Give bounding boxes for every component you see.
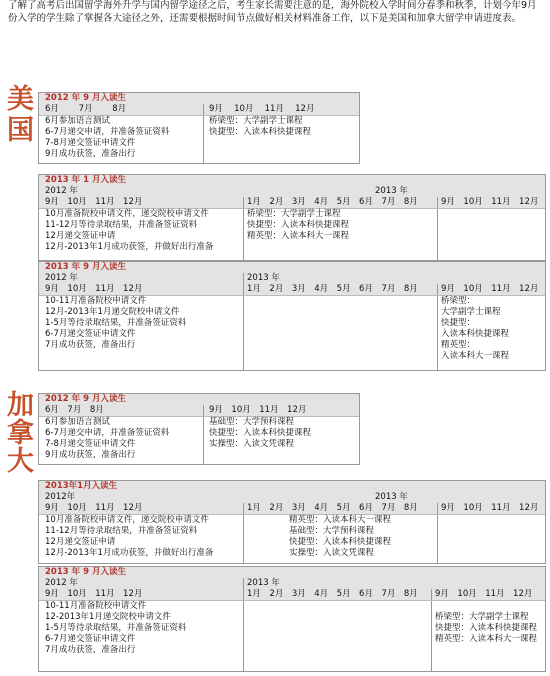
timeline-item: 11-12月等待录取结果，并准备签证资料 — [45, 526, 198, 536]
program-item: 桥梁型：大学副学士课程 — [435, 612, 529, 622]
block-title: 2013 年 1 月入读生 — [39, 175, 545, 187]
country-char: 加拿大 — [2, 390, 33, 474]
months-header: 9月 10月 11月 12月 — [209, 104, 315, 114]
timeline-item: 6-7月递交签证申请文件 — [45, 634, 136, 644]
block-title: 2013 年 9 月入读生 — [39, 567, 545, 579]
program-item: 基础型：大学预科课程 — [289, 526, 375, 536]
usa-sep2012-table — [38, 92, 360, 164]
timeline-item: 7-8月递交签证申请文件 — [45, 439, 136, 449]
year-label: 2013 年 — [247, 273, 280, 283]
program-item: 快捷型：入读本科快捷课程 — [247, 220, 350, 230]
months-header: 1月 2月 3月 4月 5月 6月 7月 8月 — [247, 503, 418, 513]
country-label-canada — [2, 390, 32, 474]
year-label: 2013 年 — [375, 492, 408, 502]
months-header: 9月 10月 11月 12月 — [441, 197, 539, 207]
year-label: 2013 年 — [247, 578, 280, 588]
timeline-item: 1-5月等待录取结果，并准备签证资料 — [45, 623, 187, 633]
months-header: 9月 10月 11月 12月 — [441, 503, 539, 513]
timeline-item: 12-2013年1月递交院校申请文件 — [45, 612, 171, 622]
usa-jan2013-table — [38, 174, 546, 261]
program-item: 快捷型：入读本科快捷课程 — [289, 537, 392, 547]
block-title: 2012 年 9 月入读生 — [39, 93, 359, 105]
timeline-item: 12月递交签证申请 — [45, 231, 116, 241]
canada-sep2013-table — [38, 566, 546, 672]
block-title: 2013年1月入读生 — [39, 481, 545, 493]
program-item: 实操型：入读文凭课程 — [209, 439, 295, 449]
program-item: 快捷型：入读本科快捷课程 — [209, 127, 312, 137]
year-label: 2012 年 — [45, 186, 78, 196]
block-title: 2012 年 9 月入读生 — [39, 394, 359, 406]
months-header: 9月 10月 11月 12月 — [45, 197, 143, 207]
timeline-item: 6月参加语言测试 — [45, 116, 110, 126]
months-header: 9月 10月 11月 12月 — [209, 405, 307, 415]
program-item: 大学副学士课程 — [441, 307, 501, 317]
timeline-item: 7月成功获签，准备出行 — [45, 340, 136, 350]
timeline-item: 7月成功获签，准备出行 — [45, 645, 136, 655]
program-item: 基础型：大学预科课程 — [209, 417, 295, 427]
program-item: 精英型：入读本科大一课程 — [289, 515, 392, 525]
program-item: 桥梁型：大学副学士课程 — [247, 209, 341, 219]
timeline-item: 10月准备院校申请文件，递交院校申请文件 — [45, 515, 209, 525]
program-item: 桥梁型：大学副学士课程 — [209, 116, 303, 126]
block-title: 2013 年 9 月入读生 — [39, 262, 545, 274]
months-header: 6月 7月 8月 — [45, 405, 104, 415]
timeline-item: 11-12月等待录取结果，并准备签证资料 — [45, 220, 198, 230]
program-item: 快捷型：入读本科快捷课程 — [435, 623, 538, 633]
months-header: 9月 10月 11月 12月 — [45, 284, 143, 294]
months-header: 9月 10月 11月 12月 — [435, 589, 533, 599]
months-header: 9月 10月 11月 12月 — [45, 589, 143, 599]
program-item: 精英型：入读本科大一课程 — [435, 634, 538, 644]
program-item: 精英型： — [441, 340, 476, 350]
timeline-item: 12月-2013年1月递交院校申请文件 — [45, 307, 180, 317]
year-label: 2012 年 — [45, 578, 78, 588]
canada-sep2012-table — [38, 393, 360, 465]
country-label-usa — [2, 84, 32, 146]
timeline-item: 6-7月递交申请，并准备签证资料 — [45, 127, 170, 137]
months-header: 1月 2月 3月 4月 5月 6月 7月 8月 — [247, 589, 418, 599]
program-item: 精英型：入读本科大一课程 — [247, 231, 350, 241]
program-item: 快捷型： — [441, 318, 476, 328]
timeline-item: 10-11月准备院校申请文件 — [45, 296, 147, 306]
usa-sep2013-table — [38, 261, 546, 371]
year-label: 2012年 — [45, 492, 76, 502]
program-item: 快捷型：入读本科快捷课程 — [209, 428, 312, 438]
timeline-item: 6-7月递交签证申请文件 — [45, 329, 136, 339]
months-header: 9月 10月 11月 12月 — [441, 284, 539, 294]
months-header: 1月 2月 3月 4月 5月 6月 7月 8月 — [247, 197, 418, 207]
timeline-item: 12月-2013年1月成功获签，并做好出行准备 — [45, 548, 214, 558]
months-header: 1月 2月 3月 4月 5月 6月 7月 8月 — [247, 284, 418, 294]
timeline-item: 10月准备院校申请文件，递交院校申请文件 — [45, 209, 209, 219]
canada-jan2013-table — [38, 480, 546, 564]
country-char: 美国 — [2, 84, 33, 146]
year-label: 2012 年 — [45, 273, 78, 283]
timeline-item: 10-11月准备院校申请文件 — [45, 601, 147, 611]
months-header: 9月 10月 11月 12月 — [45, 503, 143, 513]
intro-paragraph: 了解了高考后出国留学海外升学与国内留学途径之后，考生家长需要注意的是，海外院校入学时间分春季和秋季，计划今年9月份入学的学生除了掌握各大途径之外，还需要根据时间节点做好相关材料准备工作，以下是美国和加拿大留学申请进度表。 — [8, 0, 537, 24]
program-item: 入读本科大一课程 — [441, 351, 510, 361]
program-item: 实操型：入读文凭课程 — [289, 548, 375, 558]
program-item: 入读本科快捷课程 — [441, 329, 510, 339]
timeline-item: 9月成功获签，准备出行 — [45, 450, 136, 460]
timeline-item: 9月成功获签，准备出行 — [45, 149, 136, 159]
timeline-item: 12月-2013年1月成功获签，并做好出行准备 — [45, 242, 214, 252]
timeline-item: 1-5月等待录取结果，并准备签证资料 — [45, 318, 187, 328]
months-header: 6月 7月 8月 — [45, 104, 127, 114]
timeline-item: 7-8月递交签证申请文件 — [45, 138, 136, 148]
timeline-item: 6-7月递交申请，并准备签证资料 — [45, 428, 170, 438]
timeline-item: 12月递交签证申请 — [45, 537, 116, 547]
timeline-item: 6月参加语言测试 — [45, 417, 110, 427]
program-item: 桥梁型： — [441, 296, 476, 306]
year-label: 2013 年 — [375, 186, 408, 196]
